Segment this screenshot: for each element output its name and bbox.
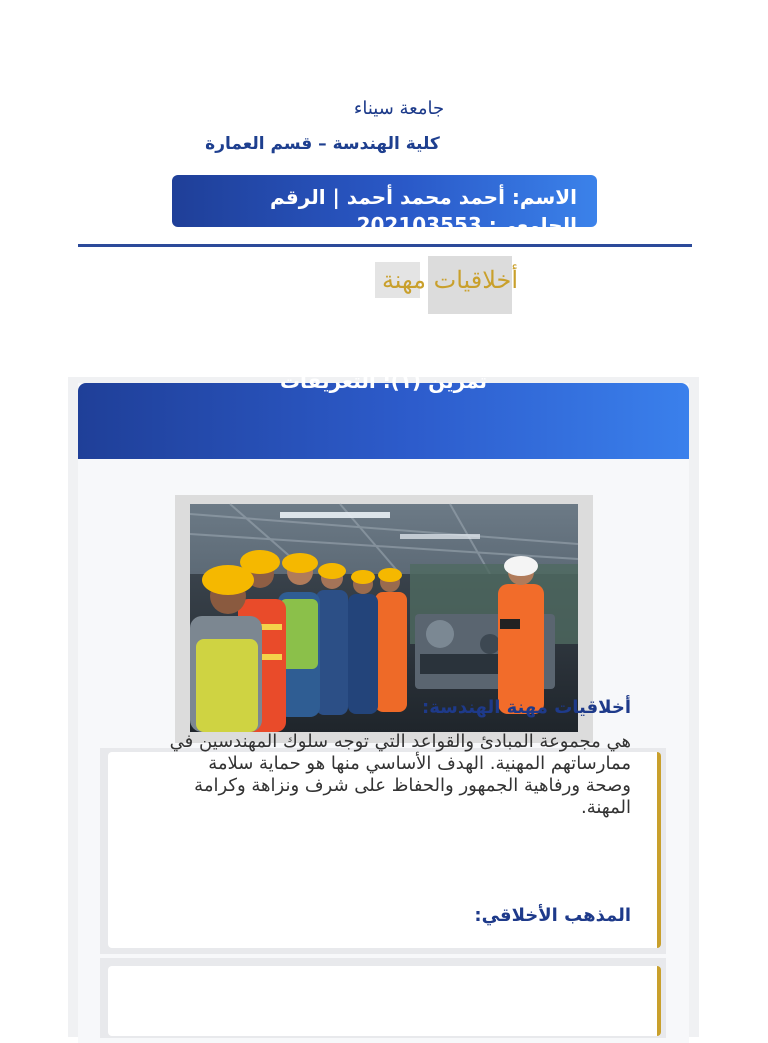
section-body-engineering-ethics: هي مجموعة المبادئ والقواعد التي توجه سلوك المهندسين في ممارساتهم المهنية. الهدف الأساسي منها هو حماية سلامة وصحة ورفاهية الجمهور والحفاظ على شرف ونزاهة وكرامة المهنة.: [169, 731, 631, 818]
definition-card-2: [108, 966, 661, 1036]
university-name: جامعة سيناء: [353, 98, 445, 119]
student-info-text: الاسم: أحمد محمد أحمد | الرقم الجامعي: 202103553: [269, 185, 577, 237]
header-divider: [78, 244, 692, 247]
faculty-department: كلية الهندسة – قسم العمارة: [205, 134, 440, 154]
assignment-banner: [78, 369, 689, 459]
student-info-box: [172, 175, 597, 237]
assignment-title: تمرين (١): التعريفات: [279, 369, 488, 393]
subject-title: أخلاقيات مهنة: [381, 266, 519, 294]
section-heading-engineering-ethics: أخلاقيات مهنة الهندسة:: [422, 697, 631, 718]
section-heading-ethical-doctrine: المذهب الأخلاقي:: [474, 905, 631, 926]
